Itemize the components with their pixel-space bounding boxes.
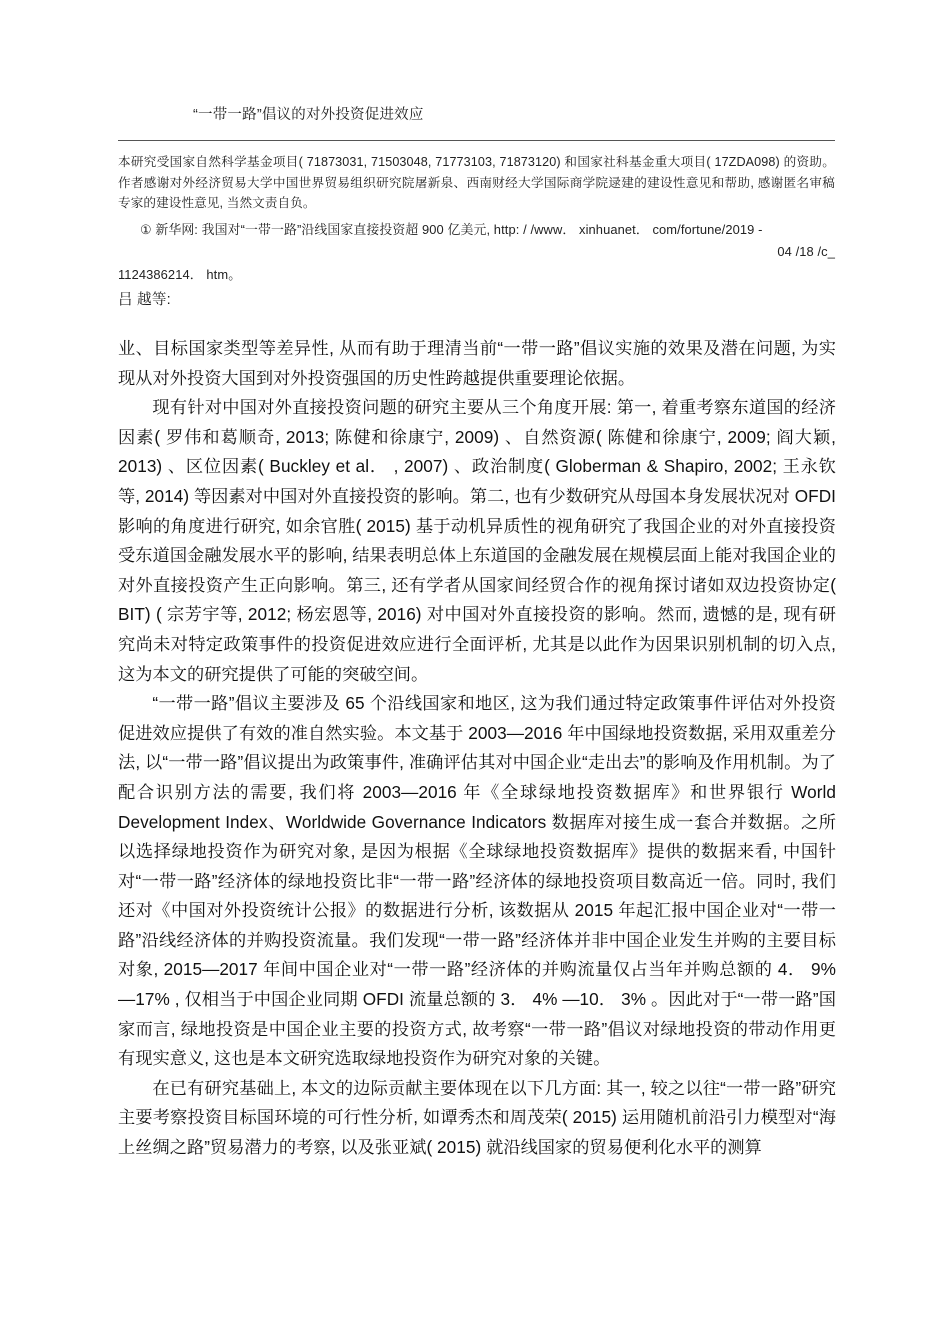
body-paragraph: 业、目标国家类型等差异性, 从而有助于理清当前“一带一路”倡议实施的效果及潜在问题, 为实现从对外投资大国到对外投资强国的历史性跨越提供重要理论依据。 — [118, 338, 836, 388]
body-paragraph: “一带一路”倡议主要涉及 65 个沿线国家和地区, 这为我们通过特定政策事件评估对外投资促进效应提供了有效的准自然实验。本文基于 2003—2016 年中国绿地投资数据, 采用双重差分法, 以“一带一路”倡议提出为政策事件, 准确评估其对中国企业“走出去”的影响及作用机制。为了配合识别方法的需要, 我们将 2003—2016 年《全球绿地投资数据库》和世界银行 World Development Index、Worldwide Governance Indicators 数据库对接生成一套合并数据。之所以选择绿地投资作为研究对象, 是因为根据《全球绿地投资数据库》提供的数据来看, 中国针对“一带一路”经济体的绿地投资比非“一带一路”经济体的绿地投资项目数高近一倍。同时, 我们还对《中国对外投资统计公报》的数据进行分析, 该数据从 2015 年起汇报中国企业对“一带一路”沿线经济体的并购投资流量。我们发现“一带一路”经济体并非中国企业发生并购的主要目标对象, 2015—2017 年间中国企业对“一带一路”经济体的并购流量仅占当年并购总额的 4． 9% —17% , 仅相当于中国企业同期 OFDI 流量总额的 3． 4% —10． 3% 。因此对于“一带一路”国家而言, 绿地投资是中国企业主要的投资方式, 故考察“一带一路”倡议对绿地投资的带动作用更有现实意义, 这也是本文研究选取绿地投资作为研究对象的关键。 — [118, 693, 836, 1069]
running-header: “一带一路”倡议的对外投资促进效应 — [193, 107, 424, 123]
body-text-column — [118, 334, 836, 1163]
footnote-block — [118, 152, 835, 214]
author-running-line: 吕 越等: — [118, 292, 171, 308]
footnote-note-1-line-3: 1124386214． htm。 — [118, 267, 242, 282]
body-paragraph: 在已有研究基础上, 本文的边际贡献主要体现在以下几方面: 其一, 较之以往“一带一路”研究主要考察投资目标国环境的可行性分析, 如谭秀杰和周茂荣( 2015) 运用随机前沿引力模型对“海上丝绸之路”贸易潜力的考察, 以及张亚斌( 2015) 就沿线国家的贸易便利化水平的测算 — [118, 1077, 836, 1158]
footnote-note-1 — [118, 218, 835, 286]
body-paragraph: 现有针对中国对外直接投资问题的研究主要从三个角度开展: 第一, 着重考察东道国的经济因素( 罗伟和葛顺奇, 2013; 陈健和徐康宁, 2009) 、自然资源( 陈健和徐康宁, 2009; 阎大颖, 2013) 、区位因素( Buckley et al． , 2007) 、政治制度( Globerman & Shapiro, 2002; 王永钦等, 2014) 等因素对中国对外直接投资的影响。第二, 也有少数研究从母国本身发展状况对 OFDI 影响的角度进行研究, 如余官胜( 2015) 基于动机异质性的视角研究了我国企业的对外直接投资受东道国金融发展水平的影响, 结果表明总体上东道国的金融发展在规模层面上能对我国企业的对外直接投资产生正向影响。第三, 还有学者从国家间经贸合作的视角探讨诸如双边投资协定( BIT) ( 宗芳宇等, 2012; 杨宏恩等, 2016) 对中国对外直接投资的影响。然而, 遗憾的是, 现有研究尚未对特定政策事件的投资促进效应进行全面评析, 尤其是以此作为因果识别机制的切入点, 这为本文的研究提供了可能的突破空间。 — [118, 397, 836, 684]
header-divider-rule — [118, 140, 835, 141]
funding-acknowledgement-text: 本研究受国家自然科学基金项目( 71873031, 71503048, 71773103, 71873120) 和国家社科基金重大项目( 17ZDA098) 的资助。作者感谢对外经济贸易大学中国世界贸易组织研究院屠新泉、西南财经大学国际商学院逯建的建设性意见和帮助, 感谢匿名审稿专家的建设性意见, 当然文责自负。 — [118, 155, 835, 210]
footnote-note-1-line-2: 04 /18 /c_ — [777, 244, 835, 259]
footnote-note-1-line-1: ① 新华网: 我国对“一带一路”沿线国家直接投资超 900 亿美元, http: / /www． xinhuanet． com/fortune/2019 - — [140, 222, 763, 237]
